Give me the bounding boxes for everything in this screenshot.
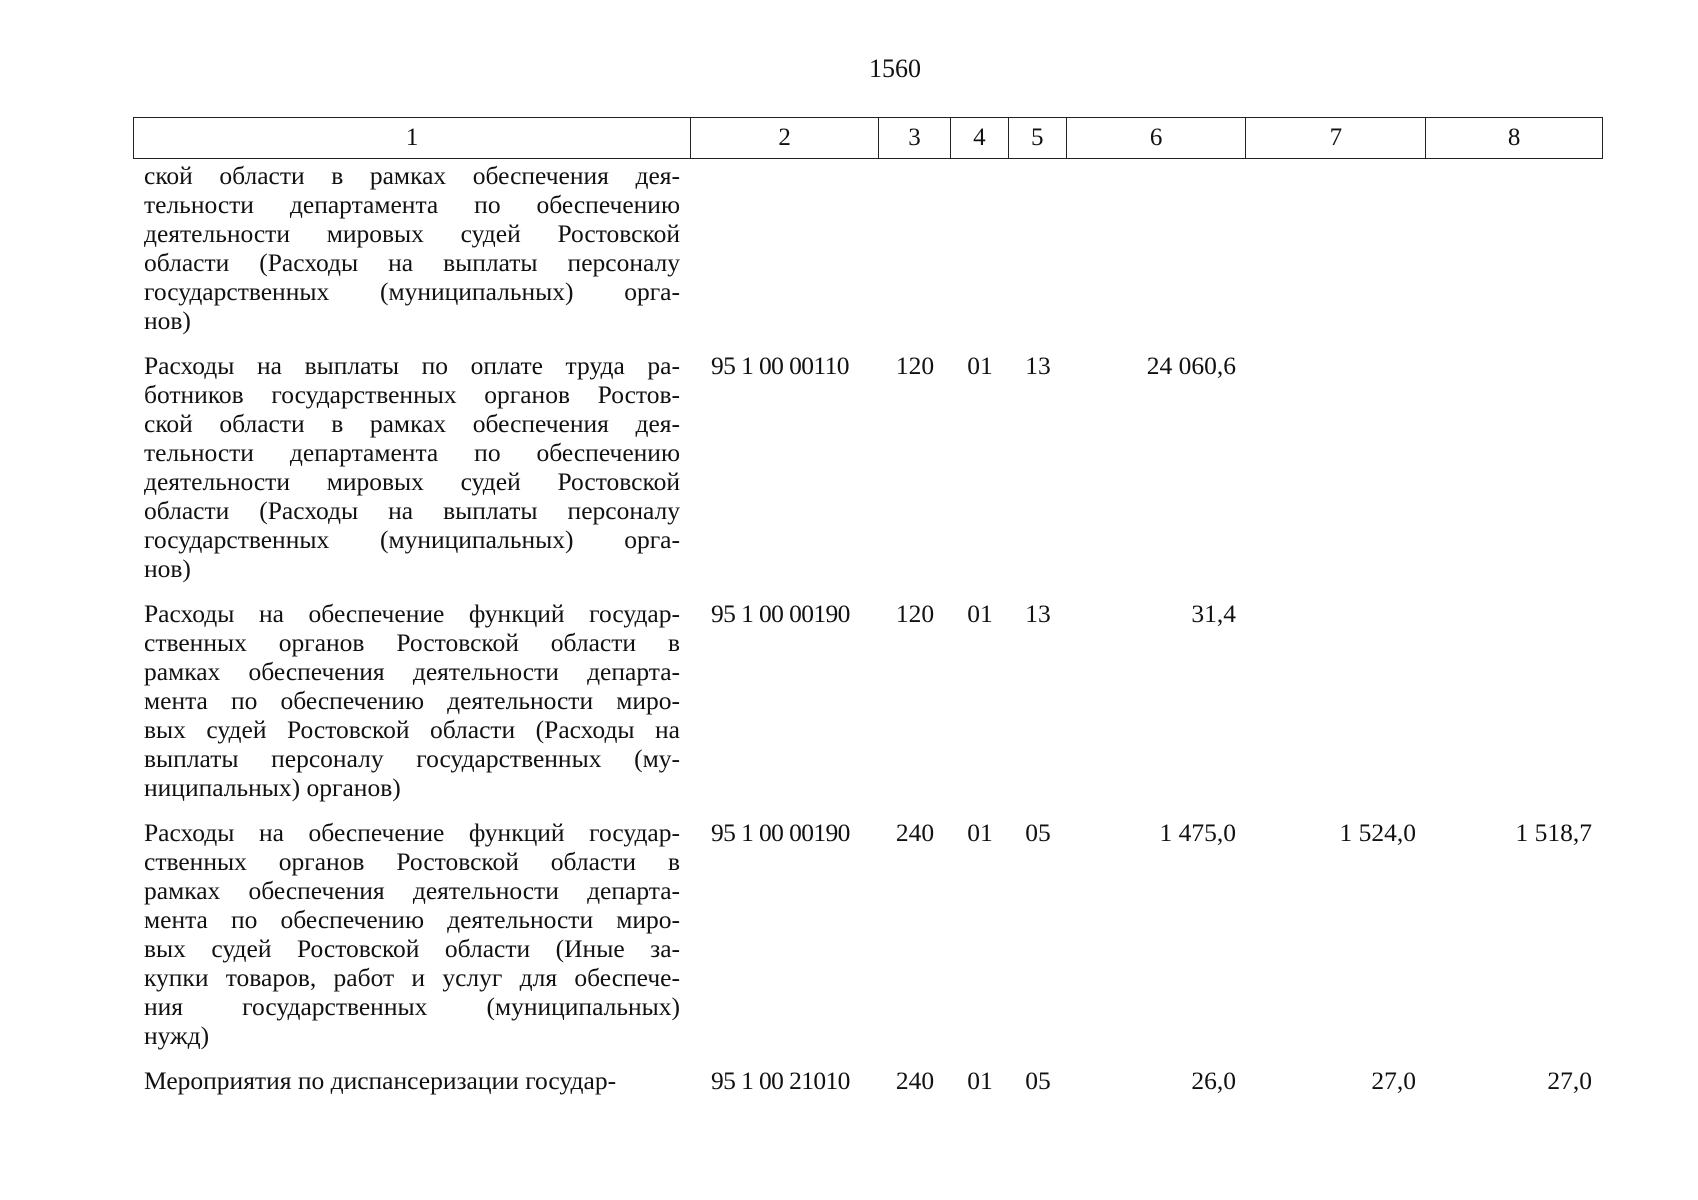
amount-col-6-cell: 31,4 <box>1191 599 1236 628</box>
amount-col-6-cell <box>1067 161 1247 335</box>
description-cell <box>133 1066 691 1095</box>
amount-col-7-cell: 27,0 <box>1371 1066 1416 1095</box>
description-line: области (Расходы на выплаты персоналу <box>144 248 680 277</box>
table-body <box>133 161 1603 1111</box>
description-line: Расходы на обеспечение функций государ- <box>144 599 680 628</box>
section-cell: 01 <box>967 599 993 628</box>
description-line: ской области в рамках обеспечения дея- <box>144 161 680 190</box>
subsection-cell: 13 <box>1025 599 1051 628</box>
amount-col-6-cell: 1 475,0 <box>1159 818 1236 847</box>
description-line: ния государственных (муниципальных) <box>144 992 680 1021</box>
description-line: мента по обеспечению деятельности миро- <box>144 905 680 934</box>
description-line: нов) <box>144 554 191 583</box>
expense-type-cell: 120 <box>895 351 935 380</box>
page-number: 1560 <box>869 54 921 83</box>
description-cell <box>133 161 691 335</box>
header-col-2: 2 <box>691 118 879 158</box>
description-line: рамках обеспечения деятельности департа- <box>144 876 680 905</box>
description-line: нов) <box>144 306 191 335</box>
table-header <box>133 117 1603 159</box>
description-line: деятельности мировых судей Ростовской <box>144 219 680 248</box>
budget-code-cell: 95 1 00 00190 <box>711 818 850 847</box>
expense-type-cell: 120 <box>895 599 935 628</box>
budget-code-cell: 95 1 00 00110 <box>711 351 849 380</box>
budget-code-cell: 95 1 00 21010 <box>711 1066 850 1095</box>
amount-col-8-cell <box>1427 599 1603 802</box>
amount-col-7-cell <box>1247 351 1427 583</box>
subsection-cell: 05 <box>1025 818 1051 847</box>
amount-col-8-cell: 1 518,7 <box>1515 818 1592 847</box>
expense-type-cell <box>879 161 951 335</box>
table-row <box>133 818 1603 1050</box>
table-row <box>133 1066 1603 1095</box>
description-line: Расходы на обеспечение функций государ- <box>144 818 680 847</box>
header-col-4: 4 <box>951 118 1009 158</box>
description-line: деятельности мировых судей Ростовской <box>144 467 680 496</box>
header-col-7: 7 <box>1246 118 1426 158</box>
description-line: ской области в рамках обеспечения дея- <box>144 409 680 438</box>
subsection-cell <box>1009 161 1067 335</box>
header-col-5: 5 <box>1009 118 1067 158</box>
description-line: рамках обеспечения деятельности департа- <box>144 657 680 686</box>
description-line: вых судей Ростовской области (Расходы на <box>144 715 680 744</box>
table-row <box>133 351 1603 583</box>
description-line: государственных (муниципальных) орга- <box>144 277 680 306</box>
description-line: ботников государственных органов Ростов- <box>144 380 680 409</box>
budget-code-cell <box>691 161 879 335</box>
header-col-3: 3 <box>879 118 951 158</box>
description-line: государственных (муниципальных) орга- <box>144 525 680 554</box>
description-line: нужд) <box>144 1021 210 1050</box>
amount-col-7-cell <box>1247 599 1427 802</box>
section-cell <box>951 161 1009 335</box>
amount-col-7-cell <box>1247 161 1427 335</box>
table-row <box>133 161 1603 335</box>
amount-col-8-cell <box>1427 161 1603 335</box>
description-cell <box>133 818 691 1050</box>
description-line: выплаты персоналу государственных (му- <box>144 744 680 773</box>
amount-col-6-cell: 26,0 <box>1191 1066 1236 1095</box>
description-line: мента по обеспечению деятельности миро- <box>144 686 680 715</box>
amount-col-7-cell: 1 524,0 <box>1339 818 1416 847</box>
expense-type-cell: 240 <box>895 818 935 847</box>
description-cell <box>133 351 691 583</box>
description-line: купки товаров, работ и услуг для обеспече- <box>144 963 680 992</box>
header-col-1: 1 <box>134 118 691 158</box>
description-cell <box>133 599 691 802</box>
expense-type-cell: 240 <box>895 1066 935 1095</box>
header-col-8: 8 <box>1507 124 1521 151</box>
budget-code-cell: 95 1 00 00190 <box>711 599 850 628</box>
description-line: вых судей Ростовской области (Иные за- <box>144 934 680 963</box>
header-col-6: 6 <box>1067 118 1247 158</box>
subsection-cell: 05 <box>1025 1066 1051 1095</box>
description-line: ственных органов Ростовской области в <box>144 628 680 657</box>
amount-col-8-cell <box>1427 351 1603 583</box>
section-cell: 01 <box>967 818 993 847</box>
description-line: Мероприятия по диспансеризации государ- <box>144 1066 617 1095</box>
table-row <box>133 599 1603 802</box>
description-line: тельности департамента по обеспечению <box>144 190 680 219</box>
description-line: тельности департамента по обеспечению <box>144 438 680 467</box>
description-line: ниципальных) органов) <box>144 773 401 802</box>
description-line: области (Расходы на выплаты персоналу <box>144 496 680 525</box>
description-line: ственных органов Ростовской области в <box>144 847 680 876</box>
amount-col-8-cell: 27,0 <box>1547 1066 1592 1095</box>
section-cell: 01 <box>967 351 993 380</box>
section-cell: 01 <box>967 1066 993 1095</box>
description-line: Расходы на выплаты по оплате труда ра- <box>144 351 680 380</box>
subsection-cell: 13 <box>1025 351 1051 380</box>
amount-col-6-cell: 24 060,6 <box>1146 351 1236 380</box>
